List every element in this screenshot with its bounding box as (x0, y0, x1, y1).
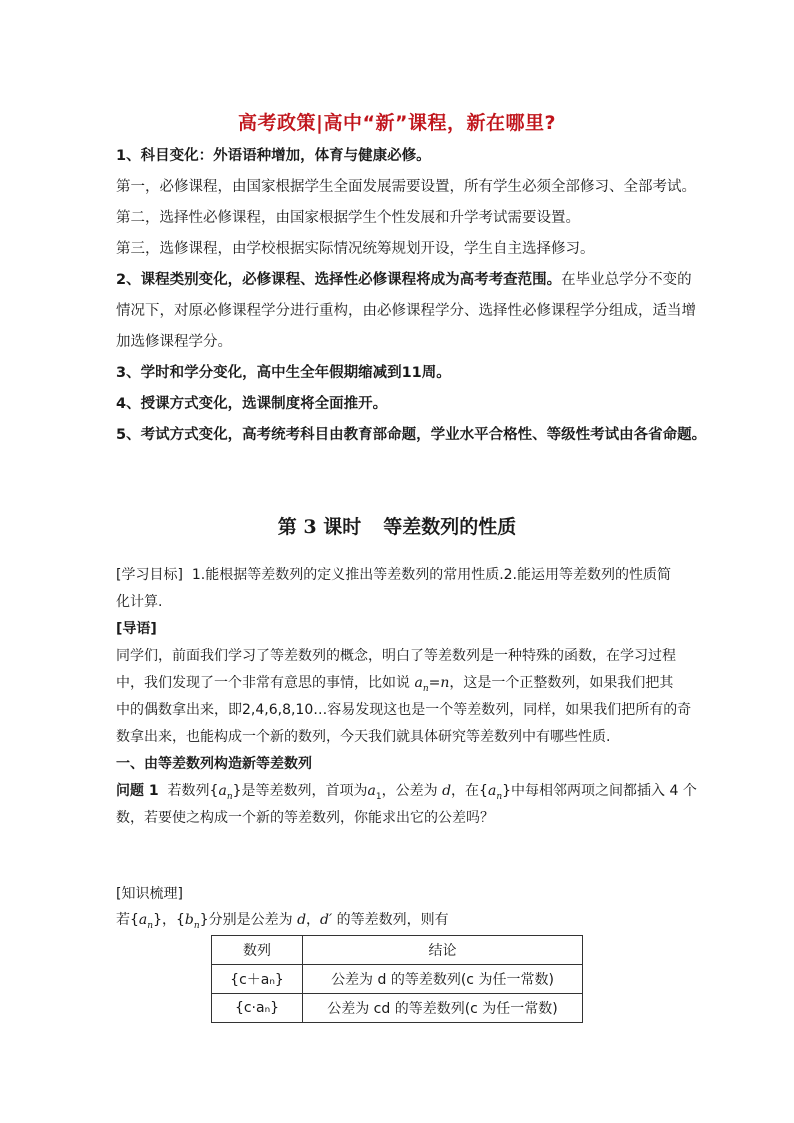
policy-paragraph-1: 第一，必修课程，由国家根据学生全面发展需要设置，所有学生必须全部修习、全部考试。 (116, 179, 696, 195)
lesson-title (0, 512, 794, 539)
table-header-row (212, 936, 583, 965)
policy-item-2-rest: 在毕业总学分不变的 (561, 272, 692, 288)
policy-item-2-line-3: 加选修课程学分。 (116, 334, 232, 350)
table-row (212, 965, 583, 994)
table-cell-sequence: {c·aₙ} (212, 994, 303, 1023)
intro-line-1: 同学们，前面我们学习了等差数列的概念，明白了等差数列是一种特殊的函数，在学习过程 (116, 648, 676, 664)
question-1-e: 中每相邻两项之间都插入 4 个 (511, 783, 697, 799)
lesson-title-part-1: 第 3 课时 (277, 516, 362, 538)
summary-a: 若 (116, 912, 130, 928)
question-1-d: ，在 (451, 783, 480, 799)
question-1-line-2: 数，若要使之构成一个新的等差数列，你能求出它的公差吗？ (116, 810, 494, 826)
intro-label: [导语] (116, 621, 157, 637)
formula-an-equals-n: $a_n=n$ (414, 675, 450, 694)
table-row (212, 994, 583, 1023)
intro-line-2-b: ，这是一个正整数列，如果我们把其 (449, 675, 674, 691)
question-1-b: 是等差数列，首项为 (241, 783, 368, 799)
knowledge-summary-label: [知识梳理] (116, 886, 183, 902)
policy-item-2 (116, 270, 692, 290)
table-header-conclusion: 结论 (303, 936, 583, 965)
learning-goal-line-2: 化计算. (116, 594, 163, 610)
policy-title: 高考政策|高中“新”课程，新在哪里? (238, 112, 556, 134)
learning-goal-line-1 (116, 565, 686, 585)
table-cell-sequence: {c＋aₙ} (212, 965, 303, 994)
policy-item-2-line-2: 情况下，对原必修课程学分进行重构，由必修课程学分、选择性必修课程学分组成，适当增 (116, 303, 696, 319)
intro-line-3: 中的偶数拿出来，即2,4,6,8,10…容易发现这也是一个等差数列，同样，如果我们把所有的奇 (116, 702, 692, 718)
properties-table (211, 935, 583, 1023)
policy-item-4: 4、授课方式变化，选课制度将全面推开。 (116, 396, 388, 412)
intro-line-2-a: 中，我们发现了一个非常有意思的事情，比如说 (116, 675, 410, 691)
question-1-c: ，公差为 (381, 783, 438, 799)
policy-item-1: 1、科目变化：外语语种增加，体育与健康必修。 (116, 148, 431, 164)
policy-item-3: 3、学时和学分变化，高中生全年假期缩减到11周。 (116, 365, 451, 381)
table-header-sequence: 数列 (212, 936, 303, 965)
lesson-title-part-2: 等差数列的性质 (383, 516, 517, 538)
section-heading-1: 一、由等差数列构造新等差数列 (116, 756, 312, 772)
policy-item-5: 5、考试方式变化，高考统考科目由教育部命题，学业水平合格性、等级性考试由各省命题。 (116, 427, 707, 443)
summary-b: ， (162, 912, 176, 928)
table-cell-conclusion: 公差为 d 的等差数列(c 为任一常数) (303, 965, 583, 994)
summary-d: 的等差数列，则有 (336, 912, 449, 928)
summary-c: 分别是公差为 (208, 912, 293, 928)
policy-paragraph-2: 第二，选择性必修课程，由国家根据学生个性发展和升学考试需要设置。 (116, 210, 580, 226)
policy-item-2-bold: 2、课程类别变化，必修课程、选择性必修课程将成为高考考查范围。 (116, 272, 562, 288)
intro-line-2 (116, 673, 686, 699)
learning-goal-label: [学习目标] (116, 567, 183, 583)
knowledge-summary-text: 若$\{a_n\}$，$\{b_n\}$分别是公差为 d，d′ 的等差数列，则有 (116, 912, 449, 931)
question-1-a: 若数列 (167, 783, 210, 799)
question-1-line-1: 问题 1 若数列$\{a_n\}$是等差数列，首项为$a_1$，公差为 d，在$\{a_n\}$中每相邻两项之间都插入 4 个 (116, 783, 697, 802)
policy-paragraph-3: 第三，选修课程，由学校根据实际情况统筹规划开设，学生自主选择修习。 (116, 241, 595, 257)
question-1-label: 问题 1 (116, 783, 159, 799)
intro-line-4: 数拿出来，也能构成一个新的数列，今天我们就具体研究等差数列中有哪些性质. (116, 729, 611, 745)
learning-goal-text: 1.能根据等差数列的定义推出等差数列的常用性质.2.能运用等差数列的性质简 (191, 567, 672, 583)
table-cell-conclusion: 公差为 cd 的等差数列(c 为任一常数) (303, 994, 583, 1023)
